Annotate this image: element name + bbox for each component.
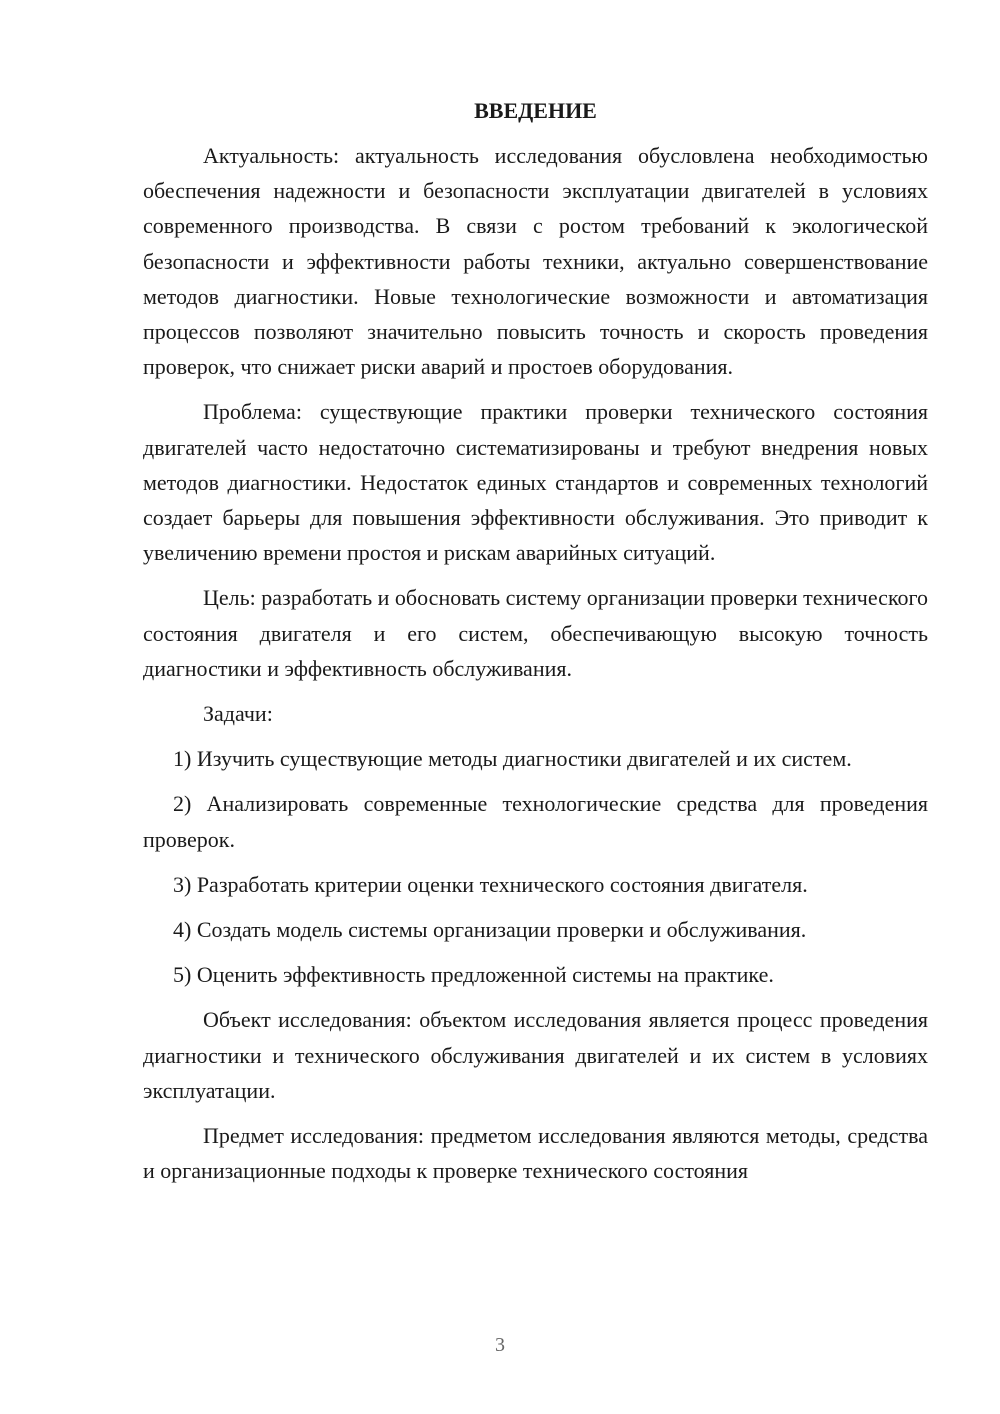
paragraph-problem: Проблема: существующие практики проверки технического состояния двигателей часто недостаточно систематизированы и требуют внедрения новых методов диагностики. Недостаток единых стандартов и современных технологий создает барьеры для повышения эффективности обслуживания. Это приводит к увеличению времени простоя и рискам аварийных ситуаций. — [143, 399, 928, 566]
task-item-2: 2) Анализировать современные технологические средства для проведения проверок. — [143, 791, 928, 852]
task-item-5: 5) Оценить эффективность предложенной системы на практике. — [173, 962, 774, 988]
paragraph-goal: Цель: разработать и обосновать систему организации проверки технического состояния двигателя и его систем, обеспечивающую высокую точность диагностики и эффективность обслуживания. — [143, 585, 928, 681]
paragraph-object: Объект исследования: объектом исследования является процесс проведения диагностики и технического обслуживания двигателей и их систем в условиях эксплуатации. — [143, 1007, 928, 1103]
paragraph-relevance: Актуальность: актуальность исследования обусловлена необходимостью обеспечения надежности и безопасности эксплуатации двигателей в условиях современного производства. В связи с ростом требований к экологической безопасности и эффективности работы техники, актуально совершенствование методов диагностики. Новые технологические возможности и автоматизация процессов позволяют значительно повысить точность и скорость проведения проверок, что снижает риски аварий и простоев оборудования. — [143, 143, 928, 380]
page-content — [143, 96, 928, 1198]
paragraph-subject: Предмет исследования: предметом исследования являются методы, средства и организационные подходы к проверке технического состояния — [143, 1123, 928, 1184]
task-item-1: 1) Изучить существующие методы диагностики двигателей и их систем. — [173, 746, 852, 772]
task-item-4: 4) Создать модель системы организации проверки и обслуживания. — [173, 917, 807, 943]
section-heading: ВВЕДЕНИЕ — [474, 98, 597, 123]
task-item-3: 3) Разработать критерии оценки технического состояния двигателя. — [173, 871, 808, 897]
page-number: 3 — [495, 1334, 505, 1356]
tasks-label: Задачи: — [203, 701, 273, 727]
